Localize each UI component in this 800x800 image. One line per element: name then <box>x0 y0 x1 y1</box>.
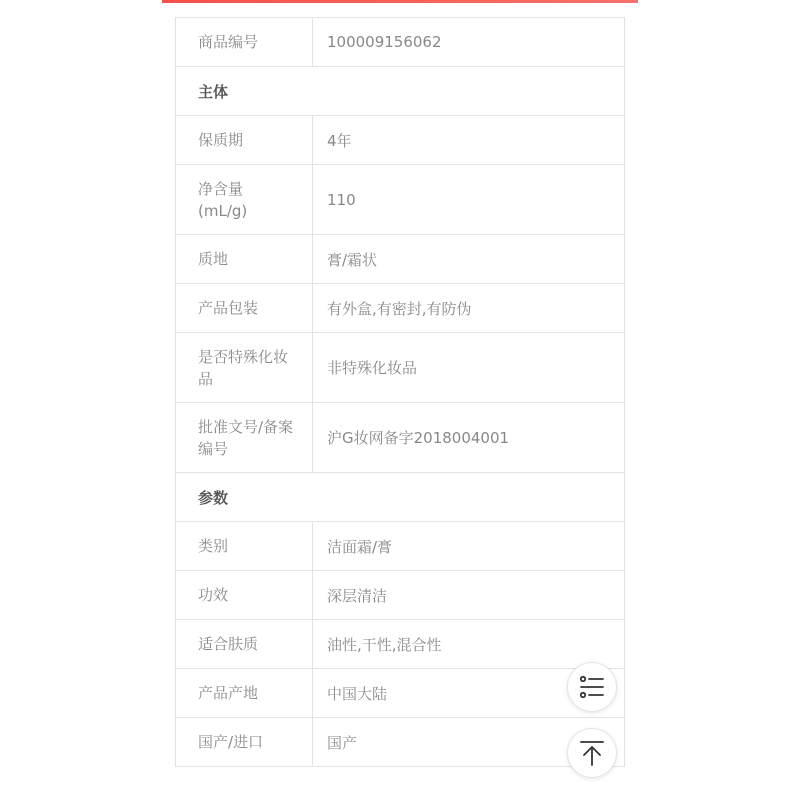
spec-label: 净含量 (mL/g) <box>176 165 313 234</box>
spec-value: 110 <box>327 190 356 209</box>
spec-row-domestic-import <box>176 718 625 767</box>
spec-value: 深层清洁 <box>327 586 388 605</box>
spec-label: 质地 <box>176 235 313 283</box>
spec-label: 类别 <box>176 522 313 570</box>
spec-value: 国产 <box>327 733 358 752</box>
spec-row-texture <box>176 235 625 284</box>
spec-label: 商品编号 <box>176 18 313 66</box>
top-accent-bar <box>162 0 638 3</box>
spec-value: 中国大陆 <box>327 684 388 703</box>
spec-label: 国产/进口 <box>176 718 313 766</box>
spec-label: 保质期 <box>176 116 313 164</box>
spec-value: 非特殊化妆品 <box>327 359 418 377</box>
spec-value: 洁面霜/膏 <box>327 537 393 556</box>
spec-row-special-cosmetic <box>176 333 625 403</box>
spec-value: 沪G妆网备字2018004001 <box>327 429 510 447</box>
spec-row-packaging <box>176 284 625 333</box>
spec-label: 产品产地 <box>176 669 313 717</box>
back-to-top-button[interactable] <box>567 728 617 778</box>
spec-row-net-content <box>176 165 625 235</box>
list-icon <box>578 673 606 701</box>
list-button[interactable] <box>567 662 617 712</box>
spec-value: 膏/霜状 <box>327 250 378 269</box>
section-header-main: 主体 <box>176 67 625 116</box>
spec-value: 油性,干性,混合性 <box>327 635 442 654</box>
spec-row-effect <box>176 571 625 620</box>
section-header-params: 参数 <box>176 473 625 522</box>
spec-row-shelf-life <box>176 116 625 165</box>
spec-value: 4年 <box>327 131 352 150</box>
spec-label: 产品包装 <box>176 284 313 332</box>
spec-row-approval-number <box>176 403 625 473</box>
back-to-top-icon <box>578 739 606 767</box>
spec-table <box>175 17 625 767</box>
spec-label: 适合肤质 <box>176 620 313 668</box>
spec-value: 有外盒,有密封,有防伪 <box>327 299 472 318</box>
spec-label: 批准文号/备案编号 <box>176 403 313 472</box>
spec-label: 是否特殊化妆品 <box>176 333 313 402</box>
spec-row-skin-type <box>176 620 625 669</box>
spec-row-category <box>176 522 625 571</box>
spec-row-origin <box>176 669 625 718</box>
spec-row-product-id <box>176 18 625 67</box>
spec-label: 功效 <box>176 571 313 619</box>
spec-value: 100009156062 <box>327 33 442 51</box>
